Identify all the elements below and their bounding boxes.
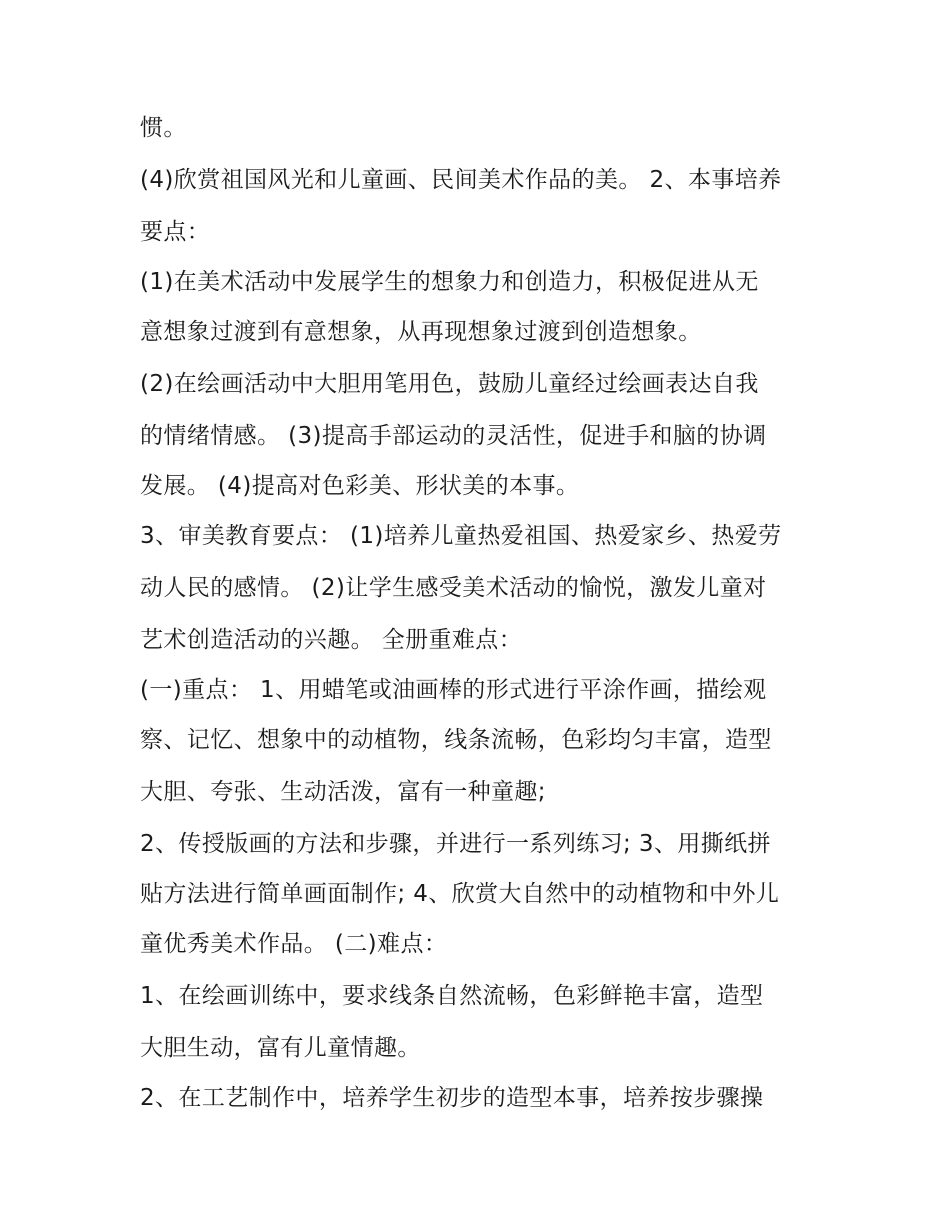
text-line: 3、审美教育要点： (1)培养儿童热爱祖国、热爱家乡、热爱劳	[140, 523, 782, 549]
text-line: 的情绪情感。 (3)提高手部运动的灵活性，促进手和脑的协调	[140, 423, 767, 449]
text-line: 童优秀美术作品。 (二)难点：	[140, 931, 448, 957]
text-line: (1)在美术活动中发展学生的想象力和创造力，积极促进从无	[140, 269, 759, 295]
text-line: 1、在绘画训练中，要求线条自然流畅，色彩鲜艳丰富，造型	[140, 983, 764, 1009]
text-line: 发展。 (4)提高对色彩美、形状美的本事。	[140, 473, 580, 499]
text-line: 惯。	[140, 115, 187, 141]
text-line: 艺术创造活动的兴趣。 全册重难点：	[140, 627, 523, 653]
text-line: 2、传授版画的方法和步骤，并进行一系列练习; 3、用撕纸拼	[140, 831, 771, 857]
text-line: (2)在绘画活动中大胆用笔用色，鼓励儿童经过绘画表达自我	[140, 371, 759, 397]
text-line: 大胆、夸张、生动活泼，富有一种童趣;	[140, 779, 546, 805]
text-line: 贴方法进行简单画面制作; 4、欣赏大自然中的动植物和中外儿	[140, 881, 780, 907]
text-line: 意想象过渡到有意想象，从再现想象过渡到创造想象。	[140, 319, 702, 345]
text-line: 动人民的感情。 (2)让学生感受美术活动的愉悦，激发儿童对	[140, 575, 767, 601]
text-line: (一)重点： 1、用蜡笔或油画棒的形式进行平涂作画，描绘观	[140, 677, 767, 703]
text-line: 察、记忆、想象中的动植物，线条流畅，色彩均匀丰富，造型	[140, 727, 772, 753]
text-line: 大胆生动，富有儿童情趣。	[140, 1035, 421, 1061]
text-line: 要点：	[140, 219, 211, 245]
text-line: 2、在工艺制作中，培养学生初步的造型本事，培养按步骤操	[140, 1085, 764, 1111]
text-line: (4)欣赏祖国风光和儿童画、民间美术作品的美。 2、本事培养	[140, 167, 782, 193]
